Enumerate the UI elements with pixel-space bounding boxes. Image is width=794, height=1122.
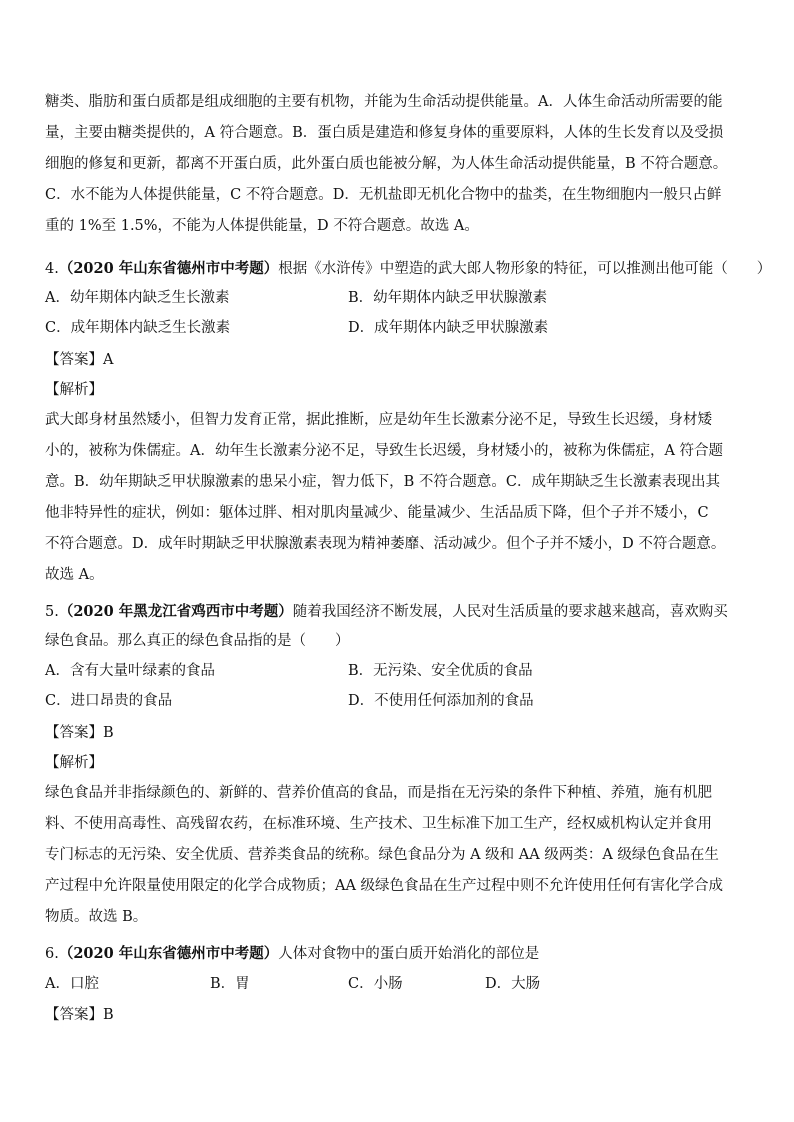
text-line: 武大郎身材虽然矮小，但智力发育正常，据此推断，应是幼年生长激素分泌不足，导致生长迟缓，身材矮 (45, 412, 712, 428)
option-d: D．不使用任何添加剂的食品 (348, 693, 534, 709)
answer-label: 【答案】B (45, 725, 114, 741)
option-b: B．幼年期体内缺乏甲状腺激素 (348, 290, 548, 306)
option-c: C．进口昂贵的食品 (45, 693, 173, 709)
question-source: （2020 年黑龙江省鸡西市中考题） (58, 603, 293, 620)
text-line: 物质。故选 B。 (45, 909, 148, 925)
text-line: 绿色食品并非指绿颜色的、新鲜的、营养价值高的食品，而是指在无污染的条件下种植、养殖，施有机肥 (45, 785, 712, 801)
text-line: 不符合题意。D．成年时期缺乏甲状腺激素表现为精神萎靡、活动减少。但个子并不矮小，D 不符合题意。 (45, 536, 726, 552)
question-text: 人体对食物中的蛋白质开始消化的部位是 (278, 946, 540, 962)
analysis-paragraph (45, 405, 735, 591)
text-line: 重的 1%至 1.5%，不能为人体提供能量，D 不符合题意。故选 A。 (45, 218, 479, 234)
answer-label: 【答案】A (45, 352, 114, 368)
question-source: （2020 年山东省德州市中考题） (58, 945, 279, 962)
explanation-paragraph (45, 87, 735, 242)
text-line: 专门标志的无污染、安全优质、营养类食品的统称。绿色食品分为 A 级和 AA 级两类：A 级绿色食品在生 (45, 847, 719, 863)
text-line: 故选 A。 (45, 567, 104, 583)
text-line: 糖类、脂肪和蛋白质都是组成细胞的主要有机物，并能为生命活动提供能量。A．人体生命活动所需要的能 (45, 94, 723, 110)
text-line: 细胞的修复和更新，都离不开蛋白质，此外蛋白质也能被分解，为人体生命活动提供能量，B 不符合题意。 (45, 156, 728, 172)
text-line: 量，主要由糖类提供的，A 符合题意。B．蛋白质是建造和修复身体的重要原料，人体的生长发育以及受损 (45, 125, 724, 141)
text-line: 意。B．幼年期缺乏甲状腺激素的患呆小症，智力低下，B 不符合题意。C．成年期缺乏生长激素表现出其 (45, 474, 721, 490)
question-6-stem (45, 938, 745, 970)
option-a: A．幼年期体内缺乏生长激素 (45, 290, 230, 306)
option-a: A．含有大量叶绿素的食品 (45, 663, 215, 679)
question-number: 5. (45, 604, 59, 620)
option-c: C．成年期体内缺乏生长激素 (45, 320, 231, 336)
text-line: 小的，被称为侏儒症。A．幼年生长激素分泌不足，导致生长迟缓，身材矮小的，被称为侏儒症，A 符合题 (45, 443, 724, 459)
option-b: B．无污染、安全优质的食品 (348, 663, 533, 679)
question-number: 4. (45, 261, 59, 277)
question-5-stem (45, 596, 745, 628)
question-source: （2020 年山东省德州市中考题） (58, 260, 279, 277)
question-number: 6. (45, 946, 59, 962)
question-4-stem (45, 253, 772, 285)
answer-label: 【答案】B (45, 1007, 114, 1023)
question-text: 随着我国经济不断发展，人民对生活质量的要求越来越高，喜欢购买 (292, 604, 728, 620)
text-line: 他非特异性的症状，例如：躯体过胖、相对肌肉量减少、能量减少、生活品质下降，但个子并不矮小，C (45, 505, 709, 521)
analysis-label: 【解析】 (45, 382, 103, 398)
analysis-paragraph (45, 778, 735, 933)
option-a: A．口腔 (45, 976, 99, 992)
option-b: B．胃 (210, 976, 250, 992)
question-text: 根据《水浒传》中塑造的武大郎人物形象的特征，可以推测出他可能（ ） (278, 261, 772, 277)
option-d: D．成年期体内缺乏甲状腺激素 (348, 320, 549, 336)
text-line: C．水不能为人体提供能量，C 不符合题意。D．无机盐即无机化合物中的盐类，在生物细胞内一般只占鲜 (45, 187, 722, 203)
text-line: 料、不使用高毒性、高残留农药，在标准环境、生产技术、卫生标准下加工生产，经权威机构认定并食用 (45, 816, 712, 832)
option-d: D．大肠 (485, 976, 541, 992)
question-5-stem-continued: 绿色食品。那么真正的绿色食品指的是（ ） (45, 633, 350, 649)
text-line: 产过程中允许限量使用限定的化学合成物质；AA 级绿色食品在生产过程中则不允许使用任何有害化学合成 (45, 878, 724, 894)
analysis-label: 【解析】 (45, 755, 103, 771)
option-c: C．小肠 (348, 976, 403, 992)
